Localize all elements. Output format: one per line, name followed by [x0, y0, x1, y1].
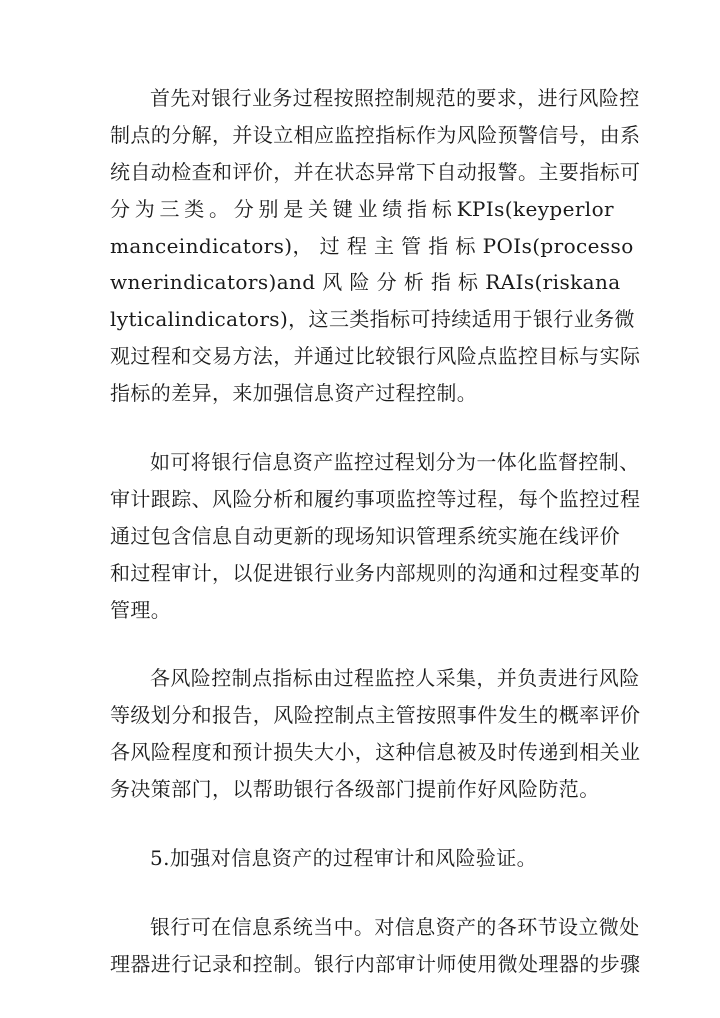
text-line: 如可将银行信息资产监控过程划分为一体化监督控制、 — [150, 450, 640, 475]
paragraph-microprocessor — [110, 909, 641, 983]
text-line: 各风险程度和预计损失大小，这种信息被及时传递到相关业 — [110, 740, 641, 765]
paragraph-monitoring-process — [110, 444, 641, 628]
section-heading-audit — [110, 840, 614, 877]
text-line: 制点的分解，并设立相应监控指标作为风险预警信号，由系 — [110, 122, 641, 147]
text-line: 各风险控制点指标由过程监控人采集，并负责进行风险 — [150, 666, 640, 691]
text-line: 统自动检查和评价，并在状态异常下自动报警。主要指标可 — [110, 159, 641, 184]
paragraph-indicator-collection — [110, 660, 641, 808]
document-page — [110, 80, 641, 1015]
text-line: 银行可在信息系统当中。对信息资产的各环节设立微处 — [150, 914, 640, 939]
text-line: lyticalindicators)，这三类指标可持续适用于银行业务微 — [110, 307, 635, 332]
text-line: 首先对银行业务过程按照控制规范的要求，进行风险控 — [150, 86, 640, 110]
text-line: 等级划分和报告，风险控制点主管按照事件发生的概率评价 — [110, 703, 641, 728]
section-heading: 5.加强对信息资产的过程审计和风险验证。 — [150, 846, 538, 871]
text-line: manceindicators)， 过 程 主 管 指 标 POIs(processo — [110, 233, 634, 258]
text-line: 分为三类。分别是关键业绩指标KPIs(keyperlor — [110, 196, 614, 221]
text-line: wnerindicators)and 风 险 分 析 指 标 RAIs(riskana — [110, 270, 621, 295]
text-line: 理器进行记录和控制。银行内部审计师使用微处理器的步骤 — [110, 951, 641, 976]
text-line: 务决策部门，以帮助银行各级部门提前作好风险防范。 — [110, 777, 600, 802]
paragraph-risk-control-points — [110, 80, 641, 412]
text-line: 观过程和交易方法，并通过比较银行风险点监控目标与实际 — [110, 344, 641, 369]
text-line: 管理。 — [110, 597, 172, 622]
text-line: 指标的差异，来加强信息资产过程控制。 — [110, 381, 478, 406]
text-line: 审计跟踪、风险分析和履约事项监控等过程，每个监控过程 — [110, 486, 641, 511]
text-line: 通过包含信息自动更新的现场知识管理系统实施在线评价 — [110, 523, 620, 548]
text-line: 和过程审计，以促进银行业务内部规则的沟通和过程变革的 — [110, 560, 641, 585]
